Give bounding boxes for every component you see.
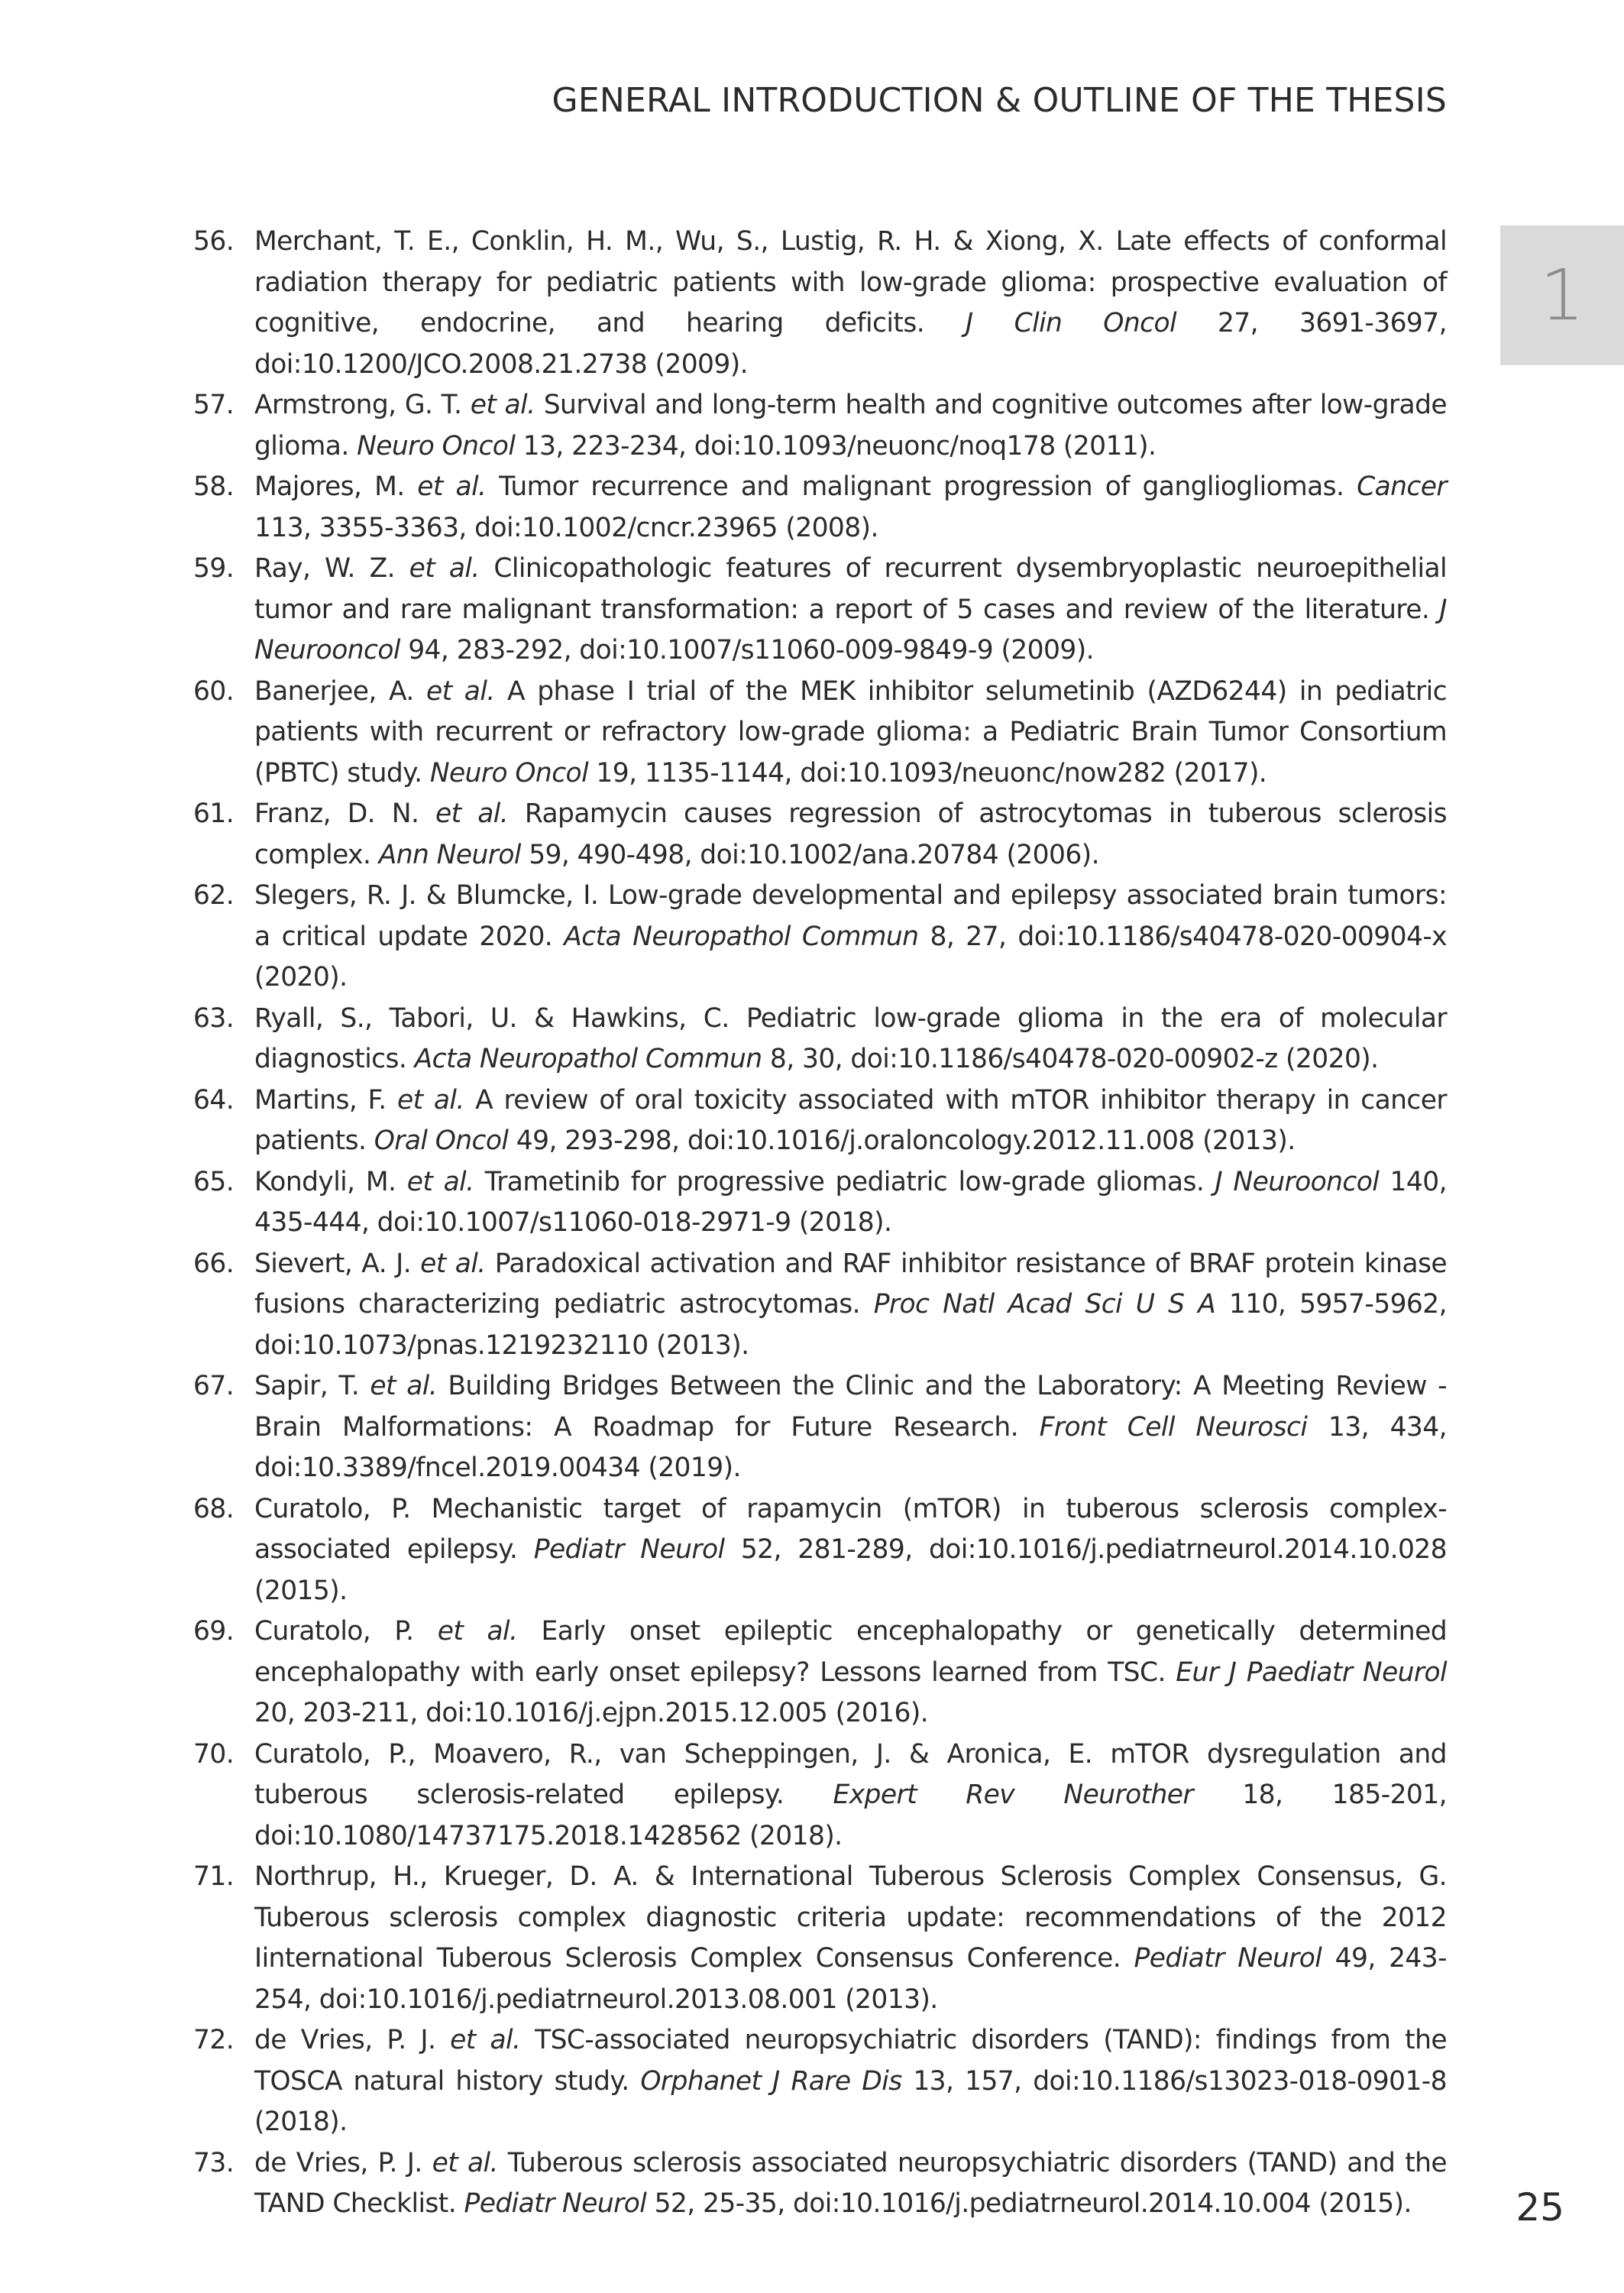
reference-number: 57. [193,390,235,420]
reference-title: Trametinib for progressive pediatric low-grade gliomas. [474,1166,1215,1197]
reference-item [193,1734,1447,1857]
reference-title: TSC-associated neuropsychiatric disorders (TAND): findings from the TOSCA natural history study. [254,2025,1447,2097]
reference-text [254,794,1447,876]
reference-number: 67. [193,1371,235,1401]
reference-authors: Martins, F. [254,1084,397,1116]
reference-item [193,1489,1447,1612]
reference-details: 27, 3691-3697, doi:10.1200/JCO.2008.21.2738 (2009). [254,308,1447,380]
reference-authors: Armstrong, G. T. [254,390,471,420]
reference-journal: J Clin Oncol [966,308,1176,338]
reference-details: 140, 435-444, doi:10.1007/s11060-018-2971-9 (2018). [254,1166,1447,1238]
reference-details: 13, 157, doi:10.1186/s13023-018-0901-8 (2018). [254,2065,1448,2137]
reference-text [254,549,1447,672]
reference-number: 60. [193,675,235,707]
reference-etal: et al. [432,2147,498,2178]
reference-number: 61. [193,798,235,829]
reference-text [254,1489,1447,1612]
reference-etal: et al. [409,553,480,584]
reference-etal: et al. [450,2025,521,2055]
reference-etal: et al. [406,1166,474,1197]
reference-authors: Sievert, A. J. [254,1248,421,1279]
reference-item [193,999,1447,1080]
reference-authors: Curatolo, P. [254,1493,411,1524]
reference-item [193,1244,1447,1367]
reference-number: 66. [193,1248,235,1279]
reference-text [254,385,1447,467]
reference-etal: et al. [370,1371,438,1401]
reference-authors: Northrup, H., Krueger, D. A. & International Tuberous Sclerosis Complex Consensus, G. [254,1861,1447,1892]
reference-journal: Pediatr Neurol [1134,1943,1322,1974]
reference-title: Mechanistic target of rapamycin (mTOR) in tuberous sclerosis complex-associated epilepsy. [254,1493,1447,1565]
reference-item [193,1857,1447,2020]
running-header: GENERAL INTRODUCTION & OUTLINE OF THE THESIS [552,81,1447,120]
reference-details: 110, 5957-5962, doi:10.1073/pnas.1219232110 (2013). [254,1289,1447,1361]
reference-journal: Oral Oncol [374,1125,509,1156]
reference-text [254,222,1447,385]
reference-journal: Orphanet J Rare Dis [640,2065,902,2097]
reference-authors: Merchant, T. E., Conklin, H. M., Wu, S., Lustig, R. H. & Xiong, X. [254,226,1104,257]
reference-number: 73. [193,2147,235,2178]
reference-authors: Ray, W. Z. [254,553,409,584]
reference-title: Paradoxical activation and RAF inhibitor resistance of BRAF protein kinase fusions characterizing pediatric astrocytomas. [254,1248,1447,1320]
reference-title: Building Bridges Between the Clinic and the Laboratory: A Meeting Review - Brain Malformations: A Roadmap for Future Research. [254,1371,1448,1443]
reference-authors: Majores, M. [254,471,418,502]
reference-number: 62. [193,880,235,911]
reference-list [193,222,1447,2225]
reference-journal: Ann Neurol [378,839,521,870]
reference-text [254,876,1447,999]
reference-text [254,2143,1447,2225]
reference-journal: J Neurooncol [1215,1166,1380,1197]
reference-number: 71. [193,1861,235,1892]
reference-number: 58. [193,471,235,502]
reference-authors: Curatolo, P., Moavero, R., van Scheppingen, J. & Aronica, E. [254,1738,1093,1770]
reference-title: Tumor recurrence and malignant progression of gangliogliomas. [486,471,1357,502]
reference-title: Pediatric low-grade glioma in the era of molecular diagnostics. [254,1002,1447,1074]
reference-details: 52, 25-35, doi:10.1016/j.pediatrneurol.2014.10.004 (2015). [646,2188,1412,2219]
chapter-number: 1 [1539,254,1585,336]
reference-authors: Slegers, R. J. & Blumcke, I. [254,880,599,911]
reference-text [254,999,1447,1080]
reference-number: 65. [193,1166,235,1197]
reference-etal: et al. [437,1616,518,1647]
reference-number: 72. [193,2025,235,2055]
reference-text [254,1162,1447,1244]
reference-journal: Neuro Oncol [429,757,589,789]
reference-number: 59. [193,553,235,584]
reference-item [193,2143,1447,2225]
reference-text [254,467,1447,549]
reference-journal: J Neurooncol [254,594,1447,666]
reference-item [193,876,1447,999]
reference-text [254,1366,1447,1489]
reference-details: 94, 283-292, doi:10.1007/s11060-009-9849-9 (2009). [400,635,1094,666]
reference-item [193,467,1447,549]
reference-item [193,222,1447,385]
reference-item [193,1366,1447,1489]
reference-text [254,672,1447,795]
reference-authors: de Vries, P. J. [254,2025,451,2055]
reference-number: 63. [193,1002,235,1034]
reference-authors: de Vries, P. J. [254,2147,432,2178]
reference-number: 64. [193,1084,235,1116]
reference-item [193,2020,1447,2143]
reference-title: Late effects of conformal radiation therapy for pediatric patients with low-grade glioma: prospective evaluation of cognitive, endocrine, and hearing deficits. [254,226,1447,338]
reference-details: 49, 243-254, doi:10.1016/j.pediatrneurol.2013.08.001 (2013). [254,1943,1447,2015]
reference-title: Survival and long-term health and cognitive outcomes after low-grade glioma. [254,390,1448,462]
reference-number: 70. [193,1738,235,1770]
reference-title: Rapamycin causes regression of astrocytomas in tuberous sclerosis complex. [254,798,1448,870]
reference-item [193,385,1447,467]
reference-authors: Kondyli, M. [254,1166,407,1197]
reference-journal: Proc Natl Acad Sci U S A [873,1289,1216,1320]
reference-etal: et al. [420,1248,486,1279]
reference-title: Tuberous sclerosis complex diagnostic criteria update: recommendations of the 2012 Iinternational Tuberous Sclerosis Complex Consensus Conference. [254,1902,1447,1974]
reference-item [193,794,1447,876]
reference-item [193,1611,1447,1734]
reference-journal: Acta Neuropathol Commun [564,921,919,952]
reference-authors: Sapir, T. [254,1371,370,1401]
reference-journal: Cancer [1357,471,1447,502]
reference-journal: Pediatr Neurol [464,2188,647,2219]
reference-title: A review of oral toxicity associated with mTOR inhibitor therapy in cancer patients. [254,1084,1448,1156]
reference-text [254,1857,1447,2020]
page-number: 25 [1516,2185,1564,2230]
reference-journal: Neuro Oncol [357,430,516,462]
reference-title: Low-grade developmental and epilepsy associated brain tumors: a critical update 2020. [254,880,1447,952]
reference-details: 59, 490-498, doi:10.1002/ana.20784 (2006). [520,839,1099,870]
reference-title: A phase I trial of the MEK inhibitor selumetinib (AZD6244) in pediatric patients with recurrent or refractory low-grade glioma: a Pediatric Brain Tumor Consortium (PBTC) study. [254,675,1447,789]
chapter-tab [1500,225,1624,365]
reference-title: Clinicopathologic features of recurrent dysembryoplastic neuroepithelial tumor and rare malignant transformation: a report of 5 cases and review of the literature. [254,553,1447,625]
reference-authors: Banerjee, A. [254,675,426,707]
reference-journal: Front Cell Neurosci [1039,1411,1308,1443]
reference-text [254,1080,1447,1162]
reference-authors: Ryall, S., Tabori, U. & Hawkins, C. [254,1002,730,1034]
reference-journal: Eur J Paediatr Neurol [1176,1657,1448,1688]
reference-number: 68. [193,1493,235,1524]
reference-authors: Curatolo, P. [254,1616,438,1647]
reference-etal: et al. [435,798,509,829]
reference-details: 13, 434, doi:10.3389/fncel.2019.00434 (2019). [254,1411,1447,1483]
reference-item [193,672,1447,795]
reference-journal: Expert Rev Neurother [833,1780,1194,1810]
reference-authors: Franz, D. N. [254,798,436,829]
reference-number: 56. [193,226,235,257]
reference-text [254,2020,1447,2143]
reference-text [254,1244,1447,1367]
reference-details: 18, 185-201, doi:10.1080/14737175.2018.1428562 (2018). [254,1780,1447,1851]
reference-title: mTOR dysregulation and tuberous sclerosis-related epilepsy. [254,1738,1447,1810]
reference-journal: Pediatr Neurol [533,1534,725,1565]
reference-details: 20, 203-211, doi:10.1016/j.ejpn.2015.12.005 (2016). [254,1698,929,1728]
reference-text [254,1611,1447,1734]
reference-etal: et al. [470,390,535,420]
reference-details: 8, 27, doi:10.1186/s40478-020-00904-x (2020). [254,921,1447,993]
reference-journal: Acta Neuropathol Commun [414,1044,762,1074]
reference-details: 19, 1135-1144, doi:10.1093/neuonc/now282 (2017). [588,757,1267,789]
reference-title: Tuberous sclerosis associated neuropsychiatric disorders (TAND) and the TAND Checklist. [254,2147,1448,2219]
reference-details: 8, 30, doi:10.1186/s40478-020-00902-z (2020). [762,1044,1379,1074]
reference-details: 13, 223-234, doi:10.1093/neuonc/noq178 (2011). [515,430,1157,462]
reference-details: 49, 293-298, doi:10.1016/j.oraloncology.2012.11.008 (2013). [508,1125,1296,1156]
reference-details: 52, 281-289, doi:10.1016/j.pediatrneurol.2014.10.028 (2015). [254,1534,1447,1606]
reference-item [193,549,1447,672]
reference-etal: et al. [396,1084,464,1116]
reference-details: 113, 3355-3363, doi:10.1002/cncr.23965 (2008). [254,512,878,543]
reference-title: Early onset epileptic encephalopathy or genetically determined encephalopathy with early onset epilepsy? Lessons learned from TSC. [254,1616,1447,1688]
reference-etal: et al. [417,471,487,502]
reference-etal: et al. [425,675,495,707]
reference-text [254,1734,1447,1857]
reference-number: 69. [193,1616,235,1647]
reference-item [193,1080,1447,1162]
reference-item [193,1162,1447,1244]
